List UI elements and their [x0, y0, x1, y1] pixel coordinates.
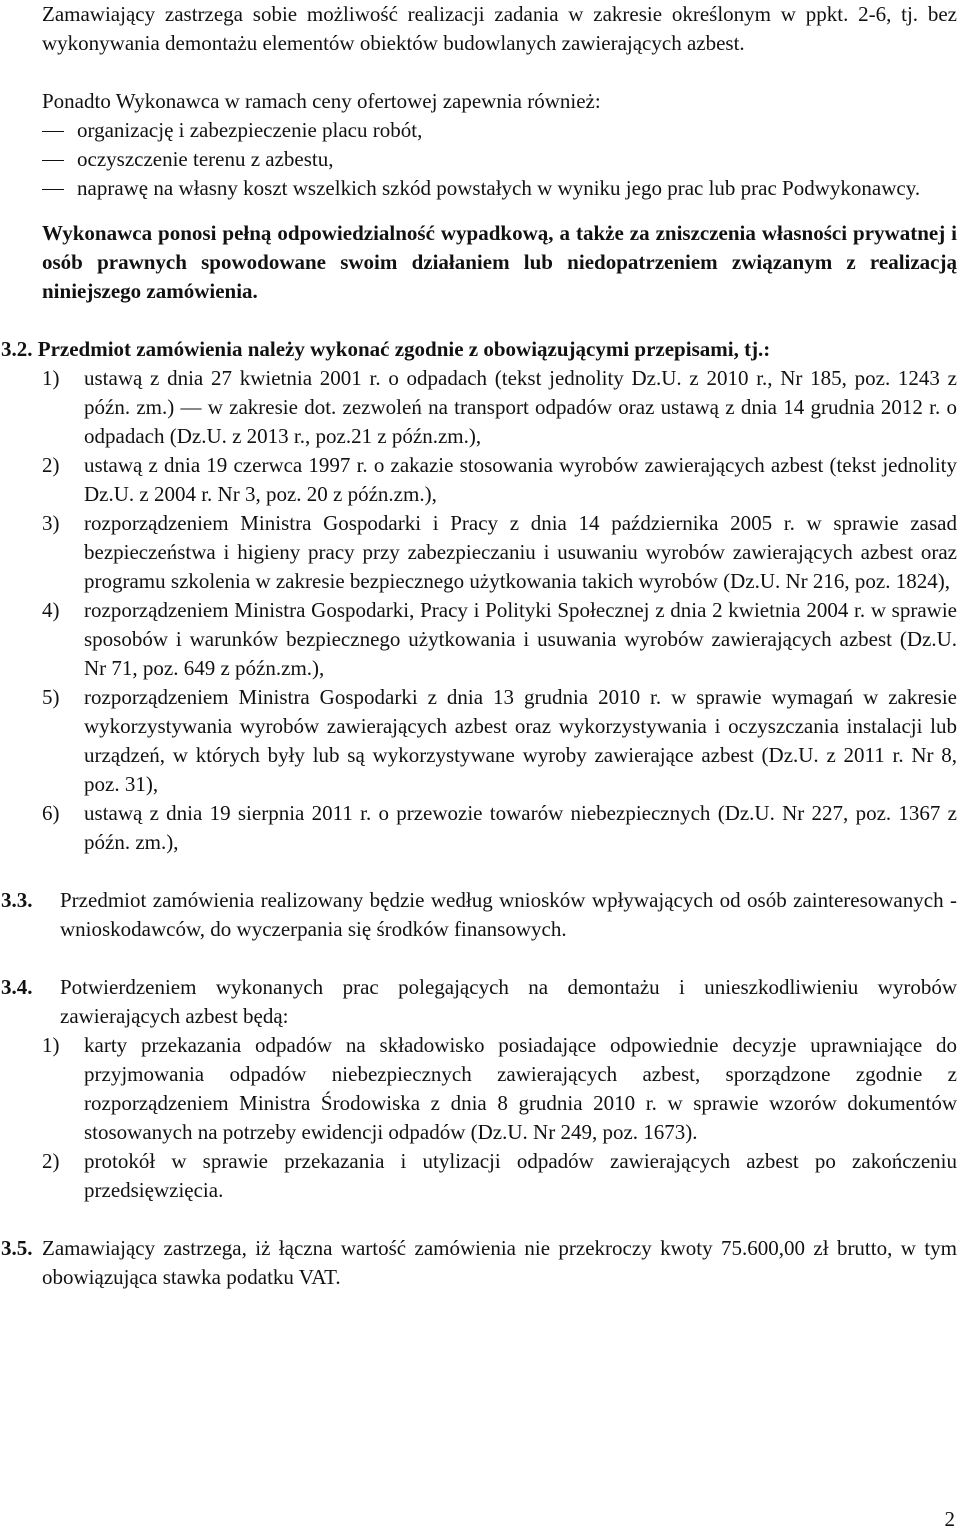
- section-text: Przedmiot zamówienia realizowany będzie według wniosków wpływających od osób zainteresowanych - wnioskodawców, do wyczerpania się środków finansowych.: [60, 888, 957, 941]
- section-number: 3.5.: [1, 1236, 33, 1260]
- section-number: 3.4.: [1, 975, 33, 999]
- list-item: 2) ustawą z dnia 19 czerwca 1997 r. o zakazie stosowania wyrobów zawierających azbest (tekst jednolity Dz.U. z 2004 r. Nr 3, poz. 20 z późn.zm.),: [42, 453, 957, 506]
- liability-paragraph: Wykonawca ponosi pełną odpowiedzialność wypadkową, a także za zniszczenia własności prywatnej i osób prawnych spowodowane swoim działaniem lub niedopatrzeniem związanym z realizacją niniejszego zamówienia.: [42, 221, 957, 303]
- list-item: 1) karty przekazania odpadów na składowisko posiadające odpowiednie decyzje uprawniające do przyjmowania odpadów niebezpiecznych zawierających azbest, sporządzone zgodnie z rozporządzeniem Ministra Środowiska z dnia 8 grudnia 2010 r. w sprawie wzorów dokumentów stosowanych na potrzeby ewidencji odpadów (Dz.U. Nr 249, poz. 1673).: [42, 1033, 957, 1144]
- list-item: naprawę na własny koszt wszelkich szkód powstałych w wyniku jego prac lub prac Podwykonawcy.: [77, 176, 921, 200]
- list-item: 3) rozporządzeniem Ministra Gospodarki i Pracy z dnia 14 października 2005 r. w sprawie zasad bezpieczeństwa i higieny pracy przy zabezpieczaniu i usuwaniu wyrobów zawierających azbest oraz programu szkolenia w zakresie bezpiecznego użytkowania takich wyrobów (Dz.U. Nr 216, poz. 1824),: [42, 511, 957, 593]
- section-3-5: [1, 1234, 957, 1292]
- list-item: 5) rozporządzeniem Ministra Gospodarki z dnia 13 grudnia 2010 r. w sprawie wymagań w zakresie wykorzystywania wyrobów zawierających azbest oraz wykorzystywania i oczyszczania instalacji lub urządzeń, w których były lub są wykorzystywane wyroby zawierające azbest (Dz.U. z 2011 r. Nr 8, poz. 31),: [42, 685, 957, 796]
- list-item: 4) rozporządzeniem Ministra Gospodarki, Pracy i Polityki Społecznej z dnia 2 kwietnia 2004 r. w sprawie sposobów i warunków bezpiecznego użytkowania i usuwania wyrobów zawierających azbest (Dz.U. Nr 71, poz. 649 z późn.zm.),: [42, 598, 957, 680]
- list-item: 6) ustawą z dnia 19 sierpnia 2011 r. o przewozie towarów niebezpiecznych (Dz.U. Nr 227, poz. 1367 z późn. zm.),: [42, 801, 957, 854]
- regulations-list: [42, 364, 957, 857]
- ponadto-lead: Ponadto Wykonawca w ramach ceny ofertowej zapewnia również:: [42, 89, 601, 113]
- section-text: Potwierdzeniem wykonanych prac polegających na demontażu i unieszkodliwieniu wyrobów zawierających azbest będą:: [60, 975, 957, 1028]
- list-item: 1) ustawą z dnia 27 kwietnia 2001 r. o odpadach (tekst jednolity Dz.U. z 2010 r., Nr 185, poz. 1243 z późn. zm.) — w zakresie dot. zezwoleń na transport odpadów oraz ustawą z dnia 14 grudnia 2012 r. o odpadach (Dz.U. z 2013 r., poz.21 z późn.zm.),: [42, 366, 957, 448]
- section-3-3: [1, 886, 957, 944]
- list-item: organizację i zabezpieczenie placu robót,: [77, 118, 423, 142]
- intro-paragraph: Zamawiający zastrzega sobie możliwość realizacji zadania w zakresie określonym w ppkt. 2-6, tj. bez wykonywania demontażu elementów obiektów budowlanych zawierających azbest.: [42, 2, 957, 55]
- document-page: [1, 0, 957, 1292]
- list-item: oczyszczenie terenu z azbestu,: [77, 147, 334, 171]
- confirmation-list: [42, 1031, 957, 1205]
- section-3-2: [1, 335, 957, 857]
- list-item: 2) protokół w sprawie przekazania i utylizacji odpadów zawierających azbest po zakończeniu przedsięwzięcia.: [42, 1149, 957, 1202]
- section-text: Zamawiający zastrzega, iż łączna wartość zamówienia nie przekroczy kwoty 75.600,00 zł brutto, w tym obowiązująca stawka podatku VAT.: [42, 1236, 957, 1289]
- ponadto-list: [42, 116, 957, 203]
- section-heading: 3.2. Przedmiot zamówienia należy wykonać zgodnie z obowiązującymi przepisami, tj.:: [1, 337, 771, 361]
- page-number: 2: [944, 1507, 955, 1531]
- section-number: 3.3.: [1, 888, 33, 912]
- section-3-4: [1, 973, 957, 1031]
